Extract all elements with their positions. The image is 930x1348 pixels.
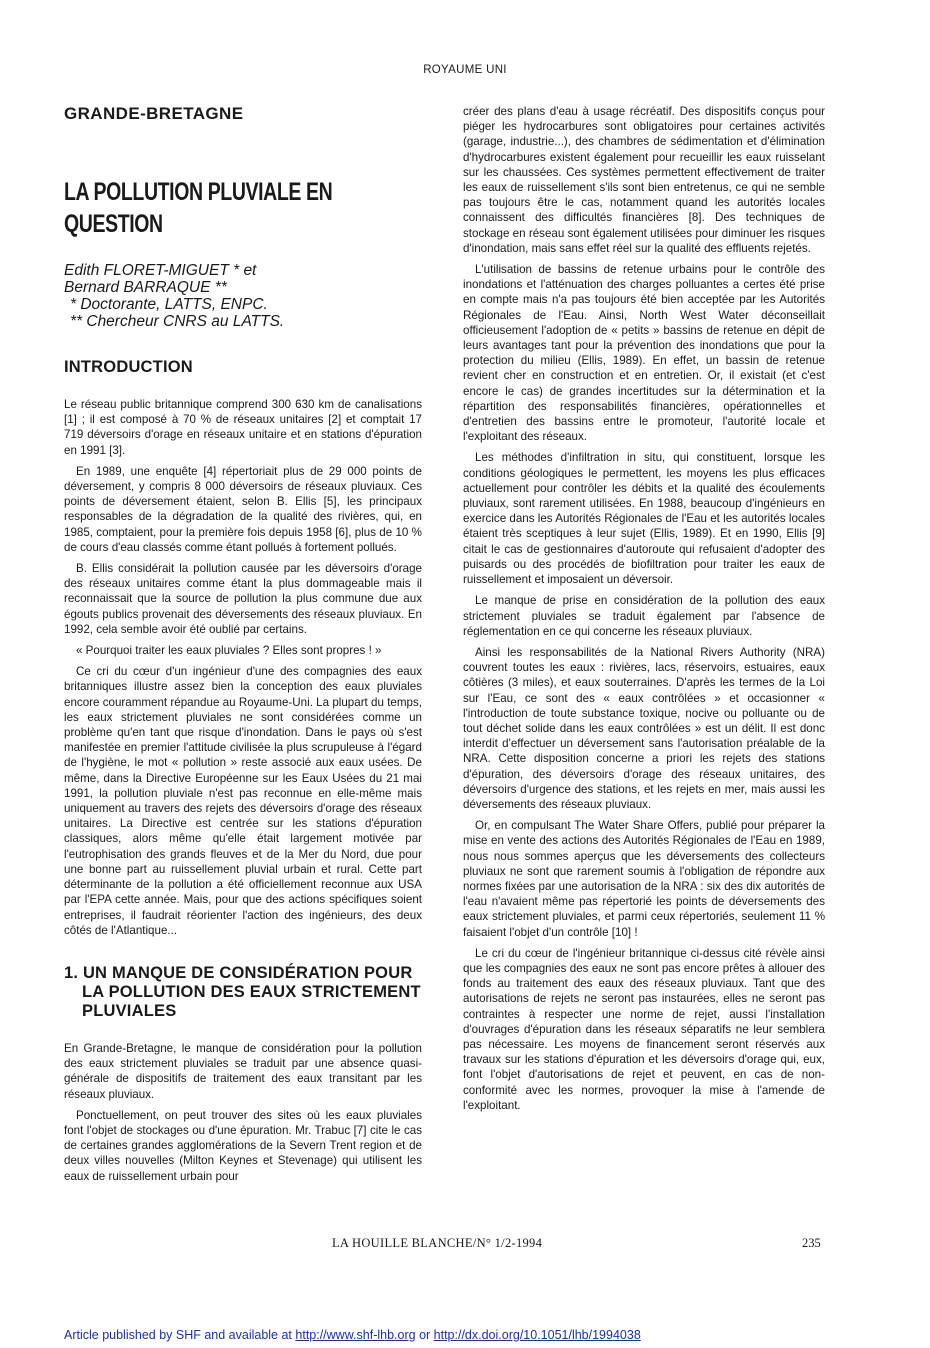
affiliation-2: ** Chercheur CNRS au LATTS. <box>70 313 285 330</box>
intro-heading: INTRODUCTION <box>64 358 193 376</box>
paragraph: Ponctuellement, on peut trouver des sites où les eaux pluviales font l'objet de stockages ou d'une épuration. Mr. Trabuc [7] cite le cas de certaines grandes agglomérations de la Severn Trent region et de deux villes nouvelles (Milton Keynes et Stevenage) qui utilisent les eaux de ruissellement urbain pour <box>64 1108 422 1183</box>
paragraph: Le réseau public britannique comprend 300 630 km de canalisations [1] ; il est composé à 70 % de réseaux unitaires [2] et comptait 17 719 déversoirs d'orage en réseaux unitaire et en stations d'épuration en 1991 [3]. <box>64 398 422 457</box>
paragraph: Ainsi les responsabilités de la National Rivers Authority (NRA) couvrent toutes les eaux : rivières, lacs, réservoirs, estuaires, eaux côtières (3 miles), et eaux souterraines. D'après les termes de la Loi sur l'Eau, ce sont des « eaux contrôlées » et occasionner « l'introduction de toute substance toxique, nocive ou polluante ou de tout déchet solide dans les eaux contrôlées » est un délit. Il est donc interdit d'effectuer un déversement sans l'autorisation préalable de la NRA. Cette disposition concerne a priori les rejets des stations d'épuration, des déversoirs d'orage des réseaux unitaires, des déversoirs d'urgence des stations, et les rejets en mer, mais aussi les déversements des réseaux pluviaux. <box>463 645 825 811</box>
affiliation-1: * Doctorante, LATTS, ENPC. <box>70 296 268 313</box>
right-column <box>463 104 825 1119</box>
credit-middle: or <box>415 1328 434 1342</box>
section-1-heading: 1. UN MANQUE DE CONSIDÉRATION POUR LA POLLUTION DES EAUX STRICTEMENT PLUVIALES <box>64 963 421 1020</box>
author-block <box>64 262 422 330</box>
running-head: ROYAUME UNI <box>423 64 507 76</box>
paragraph: Ce cri du cœur d'un ingénieur d'une des compagnies des eaux britanniques illustre assez bien la conception des eaux pluviales encore couramment répandue au Royaume-Uni. La plupart du temps, les eaux strictement pluviales ne sont considérées comme un problème qu'en tant que risque d'inondation. Dans le pays où s'est manifestée en premier l'attitude civilisée la plus scrupuleuse à l'égard de l'hygiène, le mot « pollution » reste associé aux eaux usées. De même, dans la Directive Européenne sur les Eaux Usées du 21 mai 1991, la pollution pluviale n'est pas reconnue en elle-même mais uniquement au travers des rejets des déversoirs d'orage des réseaux unitaires. La Directive est centrée sur les stations d'épuration classiques, alors même qu'elle était largement motivée par l'eutrophisation des grands fleuves et de la Mer du Nord, due pour une bonne part au ruissellement pluvial urbain et rural. Cette part déterminante de la pollution a été officiellement reconnue aux USA par l'EPA cette année. Mais, pour que des actions spécifiques soient entreprises, il faudrait réorienter l'action des ingénieurs, des deux côtés de l'Atlantique... <box>64 665 422 937</box>
paragraph: Le cri du cœur de l'ingénieur britannique ci-dessus cité révèle ainsi que les compagnies des eaux ne sont pas encore prêtes à allouer des fonds au traitement des eaux des réseaux pluviaux. Tant que des autorisations de rejets ne seront pas instaurées, elles ne seront pas contraintes à respecter une norme de rejet, aussi l'installation d'ouvrages d'épuration dans les réseaux séparatifs ne leur semblera pas nécessaire. Les moyens de financement seront réservés aux travaux sur les stations d'épuration et les déversoirs d'orage qui, eux, font l'objet d'autorisations de rejet et peuvent, en cas de non-conformité avec les normes, provoquer la mise à l'amende de l'exploitant. <box>463 946 825 1112</box>
left-column <box>64 104 422 1190</box>
quote-paragraph: « Pourquoi traiter les eaux pluviales ? Elles sont propres ! » <box>76 644 382 658</box>
paragraph: En 1989, une enquête [4] répertoriait plus de 29 000 points de déversement, y compris 8 000 déversoirs de réseaux pluviaux. Ces points de déversement étaient, selon B. Ellis [5], les principaux responsables de la dégradation de la qualité des rivières, qui, en 1985, comptaient, pour la première fois depuis 1958 [6], plus de 10 % de cours d'eau classés comme étant pollués à fortement pollués. <box>64 464 422 554</box>
author-2: Bernard BARRAQUE ** <box>64 279 227 296</box>
doi-link[interactable]: http://dx.doi.org/10.1051/lhb/1994038 <box>433 1328 641 1342</box>
credit-prefix: Article published by SHF and available at <box>64 1328 296 1342</box>
paragraph: créer des plans d'eau à usage récréatif. Des dispositifs conçus pour piéger les hydrocarbures sont obligatoires pour certaines activités (garage, industrie...), des chambres de sédimentation et d'élimination d'hydrocarbures existent également pour recueillir les eaux ruisselant sur les chaussées. Ces systèmes permettent effectivement de traiter les eaux de ruissellement s'ils sont bien entretenus, ce qui ne semble pas toujours être le cas, notamment quand les autorités locales connaissent des difficultés financières [8]. Des techniques de stockage en réseau sont également utilisées pour diminuer les risques d'inondation, mais sans effet réel sur la qualité des effluents rejetés. <box>463 105 825 255</box>
paragraph: L'utilisation de bassins de retenue urbains pour le contrôle des inondations et l'atténuation des charges polluantes a certes été prise en compte mais n'a pas toujours été bien acceptée par les Autorités Régionales de l'Eau. Ainsi, North West Water déconseillait officieusement l'adoption de « petits » bassins de retenue en dépit de leurs avantages tant pour la prévention des inondations que pour la protection du milieu (Ellis, 1989). En effet, un bassin de retenue revient cher en construction et en entretien. Or, il existait (et c'est encore le cas) de grandes incertitudes sur la détermination et la répartition des responsabilités financières, opérationnelles et d'entretien des bassins entre le promoteur, l'autorité locale et l'exploitant des réseaux. <box>463 263 825 444</box>
title-line-1: LA POLLUTION PLUVIALE EN <box>64 178 333 206</box>
paragraph: Or, en compulsant The Water Share Offers, publié pour préparer la mise en vente des actions des Autorités Régionales de l'Eau en 1989, nous nous sommes aperçus que les déversements des collecteurs pluviaux ne sont que rarement soumis à l'obligation de répondre aux normes fixées par une autorisation de la NRA : six des dix autorités de l'eau n'avaient même pas répertorié les points de déversements des eaux strictement pluviales, et parmi ceux répertoriés, seulement 11 % faisaient l'objet d'un contrôle [10] ! <box>463 819 825 939</box>
title-line-2: QUESTION <box>64 210 163 238</box>
page-number: 235 <box>802 1236 821 1250</box>
publisher-credit <box>64 1328 641 1342</box>
journal-footer: LA HOUILLE BLANCHE/N° 1/2-1994 <box>332 1236 543 1250</box>
paragraph: En Grande-Bretagne, le manque de considération pour la pollution des eaux strictement pluviales se traduit par une absence quasi-générale de dispositifs de traitement des eaux transitant par les réseaux pluviaux. <box>64 1041 422 1101</box>
shf-link[interactable]: http://www.shf-lhb.org <box>295 1328 416 1342</box>
paragraph: Les méthodes d'infiltration in situ, qui constituent, lorsque les conditions géologiques le permettent, les moyens les plus efficaces actuellement pour contrôler les débits et la qualité des écoulements pluviaux, sont rarement utilisées. En 1988, beaucoup d'ingénieurs en exercice dans les Autorités Régionales de l'Eau et les autorités locales étaient très sceptiques à leur sujet (Ellis, 1989). Et en 1990, Ellis [9] citait le cas de gestionnaires d'autoroute qui refusaient d'adopter des puisards ou des procédés de biofiltration pour traiter les eaux de ruissellement et imposaient un déversoir. <box>463 451 825 587</box>
country-heading: GRANDE-BRETAGNE <box>64 104 244 123</box>
article-title <box>64 176 421 240</box>
paragraph: Le manque de prise en considération de la pollution des eaux strictement pluviales se traduit également par l'absence de réglementation en ce qui concerne les réseaux pluviaux. <box>463 594 825 638</box>
author-1: Edith FLORET-MIGUET * et <box>64 262 257 279</box>
paragraph: B. Ellis considérait la pollution causée par les déversoirs d'orage des réseaux unitaires comme étant la plus dommageable mais il reconnaissait que la source de pollution la plus commune due aux égouts publics provenait des déversements des réseaux pluviaux. En 1992, cela semble avoir été oublié par certains. <box>64 562 422 636</box>
